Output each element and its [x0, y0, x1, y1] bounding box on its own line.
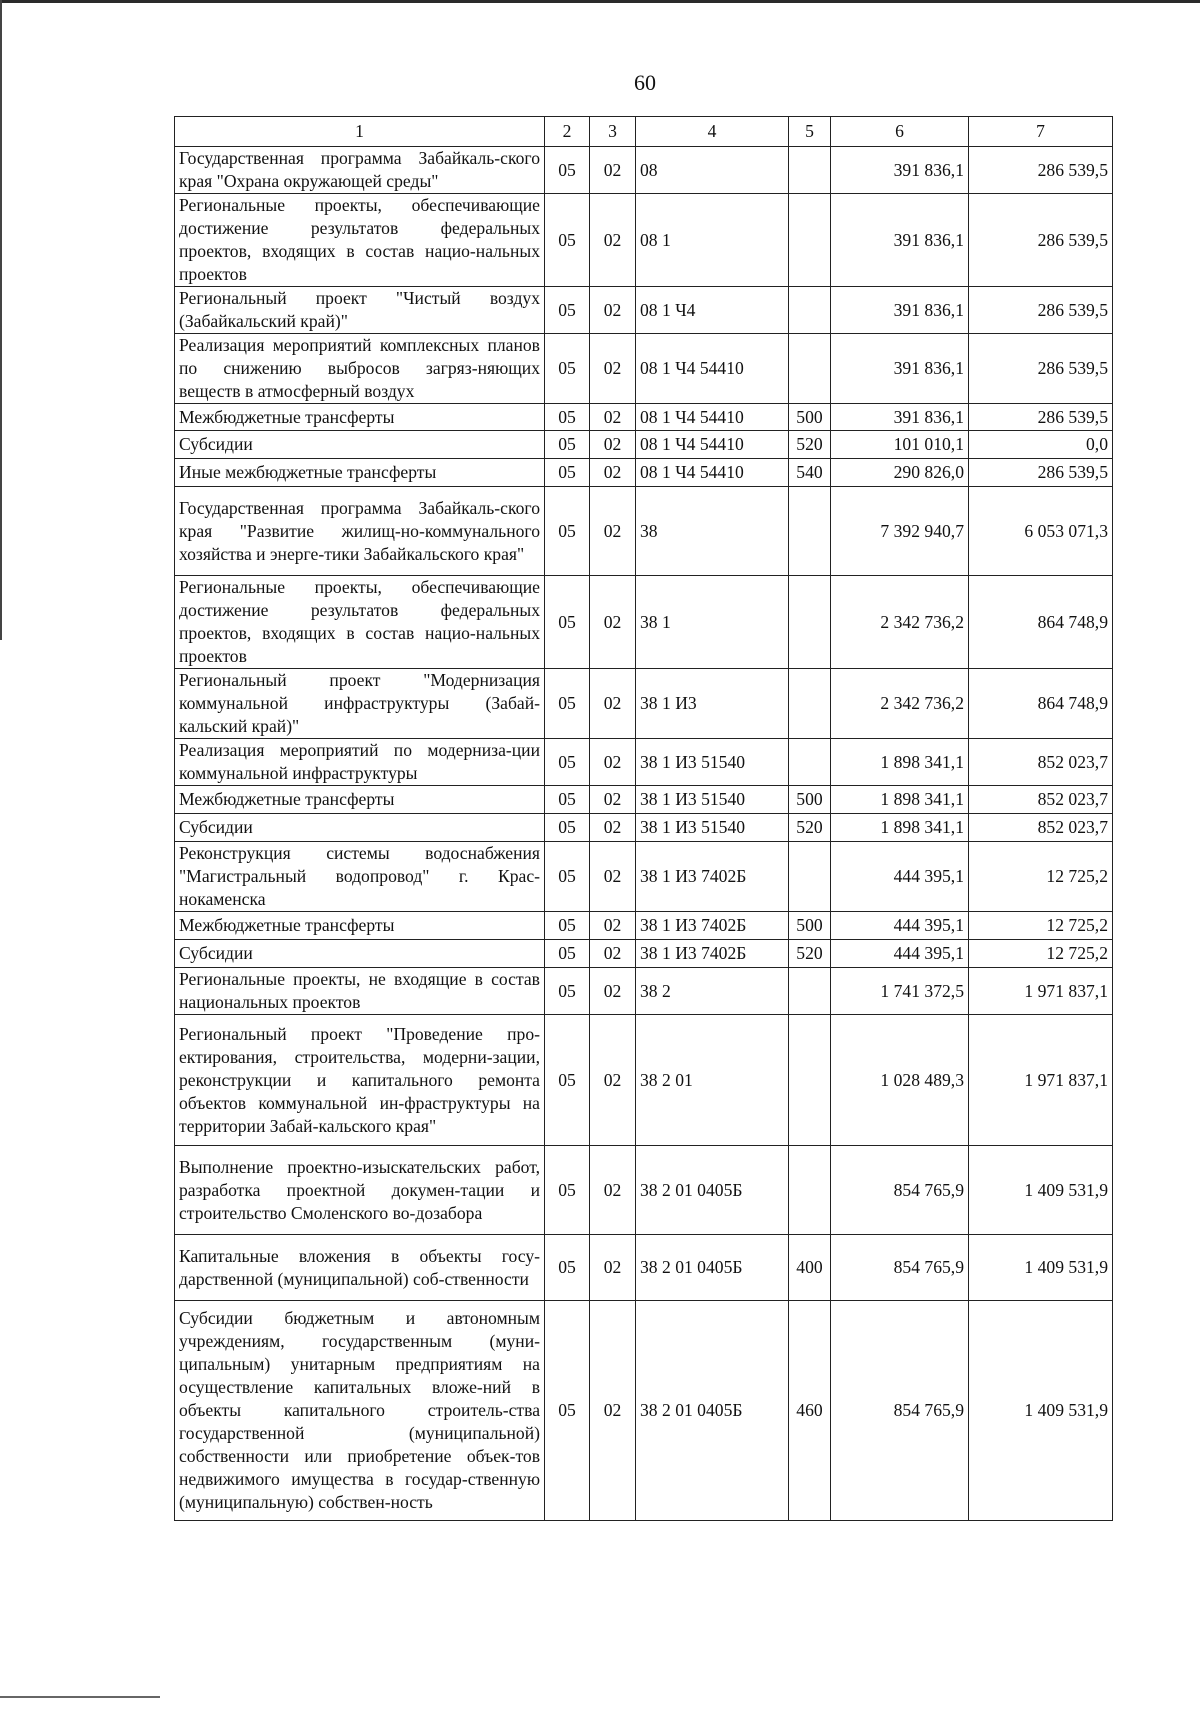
row-amount-col6-cell: 391 836,1 [831, 287, 969, 334]
row-amount-col6-cell: 1 028 489,3 [831, 1015, 969, 1146]
row-amount-col6-cell: 391 836,1 [831, 194, 969, 287]
row-name-cell: Межбюджетные трансферты [175, 912, 545, 940]
row-subsection-cell: 02 [590, 334, 636, 404]
row-name-cell: Иные межбюджетные трансферты [175, 459, 545, 487]
header-row [175, 117, 1113, 147]
row-target-code-cell: 08 1 Ч4 54410 [636, 459, 789, 487]
table-row [175, 431, 1113, 459]
row-target-code-cell: 08 1 Ч4 54410 [636, 334, 789, 404]
row-amount-col6-cell: 1 898 341,1 [831, 814, 969, 842]
row-subsection-cell: 02 [590, 1015, 636, 1146]
row-amount-col6-cell: 7 392 940,7 [831, 487, 969, 576]
row-target-code-cell: 38 1 И3 7402Б [636, 940, 789, 968]
table-row [175, 814, 1113, 842]
row-target-code-cell: 38 1 И3 51540 [636, 739, 789, 786]
row-amount-col6-cell: 391 836,1 [831, 404, 969, 431]
row-amount-col7-cell: 852 023,7 [969, 786, 1113, 814]
row-subsection-cell: 02 [590, 404, 636, 431]
row-target-code-cell: 38 1 И3 51540 [636, 786, 789, 814]
row-subsection-cell: 02 [590, 842, 636, 912]
row-amount-col7-cell: 286 539,5 [969, 287, 1113, 334]
row-amount-col7-cell: 12 725,2 [969, 940, 1113, 968]
row-section-cell: 05 [545, 1015, 590, 1146]
row-section-cell: 05 [545, 669, 590, 739]
row-section-cell: 05 [545, 576, 590, 669]
column-header: 3 [590, 117, 636, 147]
row-expense-type-cell [789, 1015, 831, 1146]
column-header: 5 [789, 117, 831, 147]
row-name-cell: Субсидии [175, 814, 545, 842]
row-amount-col7-cell: 864 748,9 [969, 669, 1113, 739]
row-subsection-cell: 02 [590, 940, 636, 968]
table-row [175, 459, 1113, 487]
row-amount-col7-cell: 1 971 837,1 [969, 1015, 1113, 1146]
table-row [175, 487, 1113, 576]
table-row [175, 669, 1113, 739]
row-expense-type-cell: 540 [789, 459, 831, 487]
row-amount-col7-cell: 1 971 837,1 [969, 968, 1113, 1015]
row-target-code-cell: 08 [636, 147, 789, 194]
row-section-cell: 05 [545, 404, 590, 431]
row-amount-col6-cell: 444 395,1 [831, 940, 969, 968]
row-section-cell: 05 [545, 940, 590, 968]
row-section-cell: 05 [545, 739, 590, 786]
row-amount-col6-cell: 1 898 341,1 [831, 786, 969, 814]
row-expense-type-cell [789, 842, 831, 912]
row-amount-col7-cell: 6 053 071,3 [969, 487, 1113, 576]
row-section-cell: 05 [545, 842, 590, 912]
row-section-cell: 05 [545, 287, 590, 334]
row-amount-col6-cell: 854 765,9 [831, 1146, 969, 1235]
table-row [175, 786, 1113, 814]
row-amount-col7-cell: 286 539,5 [969, 334, 1113, 404]
row-section-cell: 05 [545, 814, 590, 842]
row-section-cell: 05 [545, 194, 590, 287]
column-header: 2 [545, 117, 590, 147]
row-amount-col7-cell: 1 409 531,9 [969, 1146, 1113, 1235]
row-subsection-cell: 02 [590, 968, 636, 1015]
column-header: 6 [831, 117, 969, 147]
row-target-code-cell: 38 1 И3 [636, 669, 789, 739]
row-amount-col6-cell: 444 395,1 [831, 912, 969, 940]
page-number: 60 [634, 70, 656, 95]
row-amount-col7-cell: 852 023,7 [969, 739, 1113, 786]
row-name-cell: Региональные проекты, не входящие в состав национальных проектов [175, 968, 545, 1015]
row-expense-type-cell [789, 287, 831, 334]
row-name-cell: Субсидии бюджетным и автономным учреждениям, государственным (муни-ципальным) унитарным предприятиям на осуществление капитальных вложе-ний в объекты капитального строитель-ства государственной (муниципальной) собственности или приобретение объек-тов недвижимого имущества в государ-ственную (муниципальную) собствен-ность [175, 1301, 545, 1521]
row-name-cell: Региональный проект "Модернизация коммунальной инфраструктуры (Забай-кальский край)" [175, 669, 545, 739]
row-amount-col7-cell: 0,0 [969, 431, 1113, 459]
row-target-code-cell: 38 2 01 [636, 1015, 789, 1146]
row-target-code-cell: 38 2 [636, 968, 789, 1015]
row-name-cell: Межбюджетные трансферты [175, 404, 545, 431]
row-expense-type-cell [789, 739, 831, 786]
row-amount-col6-cell: 2 342 736,2 [831, 669, 969, 739]
row-subsection-cell: 02 [590, 576, 636, 669]
row-name-cell: Субсидии [175, 940, 545, 968]
table-row [175, 194, 1113, 287]
table-row [175, 912, 1113, 940]
row-target-code-cell: 38 1 И3 7402Б [636, 912, 789, 940]
row-amount-col7-cell: 286 539,5 [969, 194, 1113, 287]
row-target-code-cell: 08 1 [636, 194, 789, 287]
budget-table [174, 116, 1113, 1521]
row-target-code-cell: 38 1 И3 51540 [636, 814, 789, 842]
row-section-cell: 05 [545, 431, 590, 459]
table-row [175, 739, 1113, 786]
row-subsection-cell: 02 [590, 194, 636, 287]
table-row [175, 940, 1113, 968]
row-subsection-cell: 02 [590, 912, 636, 940]
column-header: 1 [175, 117, 545, 147]
table-row [175, 1146, 1113, 1235]
row-amount-col7-cell: 864 748,9 [969, 576, 1113, 669]
row-section-cell: 05 [545, 334, 590, 404]
row-subsection-cell: 02 [590, 1235, 636, 1301]
row-amount-col7-cell: 12 725,2 [969, 842, 1113, 912]
row-subsection-cell: 02 [590, 814, 636, 842]
scan-edge-left [0, 0, 2, 640]
row-amount-col6-cell: 1 741 372,5 [831, 968, 969, 1015]
row-name-cell: Региональные проекты, обеспечивающие достижение результатов федеральных проектов, входящих в состав нацио-нальных проектов [175, 576, 545, 669]
column-header: 4 [636, 117, 789, 147]
row-expense-type-cell [789, 334, 831, 404]
row-amount-col6-cell: 854 765,9 [831, 1235, 969, 1301]
row-name-cell: Региональный проект "Чистый воздух (Забайкальский край)" [175, 287, 545, 334]
row-subsection-cell: 02 [590, 669, 636, 739]
table-row [175, 968, 1113, 1015]
row-subsection-cell: 02 [590, 786, 636, 814]
row-amount-col6-cell: 854 765,9 [831, 1301, 969, 1521]
row-subsection-cell: 02 [590, 459, 636, 487]
table-row [175, 334, 1113, 404]
row-amount-col6-cell: 391 836,1 [831, 334, 969, 404]
row-target-code-cell: 08 1 Ч4 54410 [636, 431, 789, 459]
scan-edge-bottom [0, 1696, 160, 1698]
row-subsection-cell: 02 [590, 147, 636, 194]
row-section-cell: 05 [545, 786, 590, 814]
row-amount-col7-cell: 1 409 531,9 [969, 1301, 1113, 1521]
row-name-cell: Реконструкция системы водоснабжения "Магистральный водопровод" г. Крас-нокаменска [175, 842, 545, 912]
row-amount-col7-cell: 12 725,2 [969, 912, 1113, 940]
row-subsection-cell: 02 [590, 431, 636, 459]
row-amount-col6-cell: 391 836,1 [831, 147, 969, 194]
row-expense-type-cell: 460 [789, 1301, 831, 1521]
row-subsection-cell: 02 [590, 739, 636, 786]
row-subsection-cell: 02 [590, 487, 636, 576]
table-row [175, 404, 1113, 431]
row-name-cell: Региональные проекты, обеспечивающие достижение результатов федеральных проектов, входящих в состав нацио-нальных проектов [175, 194, 545, 287]
row-target-code-cell: 38 2 01 0405Б [636, 1146, 789, 1235]
row-subsection-cell: 02 [590, 1146, 636, 1235]
row-expense-type-cell: 520 [789, 940, 831, 968]
row-expense-type-cell: 500 [789, 404, 831, 431]
row-amount-col6-cell: 444 395,1 [831, 842, 969, 912]
row-expense-type-cell [789, 147, 831, 194]
row-section-cell: 05 [545, 459, 590, 487]
table-row [175, 576, 1113, 669]
row-subsection-cell: 02 [590, 1301, 636, 1521]
row-target-code-cell: 38 1 [636, 576, 789, 669]
row-section-cell: 05 [545, 912, 590, 940]
row-section-cell: 05 [545, 1146, 590, 1235]
row-section-cell: 05 [545, 1301, 590, 1521]
row-section-cell: 05 [545, 968, 590, 1015]
row-amount-col6-cell: 101 010,1 [831, 431, 969, 459]
row-subsection-cell: 02 [590, 287, 636, 334]
row-target-code-cell: 38 2 01 0405Б [636, 1235, 789, 1301]
row-amount-col7-cell: 1 409 531,9 [969, 1235, 1113, 1301]
table-row [175, 1015, 1113, 1146]
table-row [175, 287, 1113, 334]
row-expense-type-cell: 520 [789, 431, 831, 459]
row-name-cell: Выполнение проектно-изыскательских работ, разработка проектной докумен-тации и строительство Смоленского во-дозабора [175, 1146, 545, 1235]
table-row [175, 147, 1113, 194]
row-expense-type-cell: 500 [789, 912, 831, 940]
row-expense-type-cell [789, 669, 831, 739]
row-target-code-cell: 38 2 01 0405Б [636, 1301, 789, 1521]
row-name-cell: Государственная программа Забайкаль-ского края "Охрана окружающей среды" [175, 147, 545, 194]
row-section-cell: 05 [545, 147, 590, 194]
scan-edge-top [0, 0, 1200, 3]
row-name-cell: Капитальные вложения в объекты госу-дарственной (муниципальной) соб-ственности [175, 1235, 545, 1301]
table-row [175, 1235, 1113, 1301]
row-name-cell: Субсидии [175, 431, 545, 459]
row-name-cell: Региональный проект "Проведение про-ектирования, строительства, модерни-зации, реконструкции и капитального ремонта объектов коммунальной ин-фраструктуры на территории Забай-кальского края" [175, 1015, 545, 1146]
row-name-cell: Реализация мероприятий по модерниза-ции коммунальной инфраструктуры [175, 739, 545, 786]
row-target-code-cell: 08 1 Ч4 [636, 287, 789, 334]
row-expense-type-cell [789, 194, 831, 287]
row-amount-col7-cell: 286 539,5 [969, 459, 1113, 487]
row-target-code-cell: 38 [636, 487, 789, 576]
row-target-code-cell: 08 1 Ч4 54410 [636, 404, 789, 431]
row-expense-type-cell [789, 576, 831, 669]
row-amount-col7-cell: 852 023,7 [969, 814, 1113, 842]
row-section-cell: 05 [545, 487, 590, 576]
row-expense-type-cell [789, 1146, 831, 1235]
row-expense-type-cell: 520 [789, 814, 831, 842]
row-name-cell: Государственная программа Забайкаль-ского края "Развитие жилищ-но-коммунального хозяйства и энерге-тики Забайкальского края" [175, 487, 545, 576]
row-expense-type-cell [789, 487, 831, 576]
row-amount-col7-cell: 286 539,5 [969, 147, 1113, 194]
row-expense-type-cell: 500 [789, 786, 831, 814]
row-amount-col6-cell: 290 826,0 [831, 459, 969, 487]
row-expense-type-cell [789, 968, 831, 1015]
row-name-cell: Межбюджетные трансферты [175, 786, 545, 814]
row-name-cell: Реализация мероприятий комплексных планов по снижению выбросов загряз-няющих веществ в атмосферный воздух [175, 334, 545, 404]
row-amount-col6-cell: 2 342 736,2 [831, 576, 969, 669]
row-target-code-cell: 38 1 И3 7402Б [636, 842, 789, 912]
table-row [175, 1301, 1113, 1521]
row-amount-col7-cell: 286 539,5 [969, 404, 1113, 431]
row-amount-col6-cell: 1 898 341,1 [831, 739, 969, 786]
table-row [175, 842, 1113, 912]
row-section-cell: 05 [545, 1235, 590, 1301]
column-header: 7 [969, 117, 1113, 147]
row-expense-type-cell: 400 [789, 1235, 831, 1301]
